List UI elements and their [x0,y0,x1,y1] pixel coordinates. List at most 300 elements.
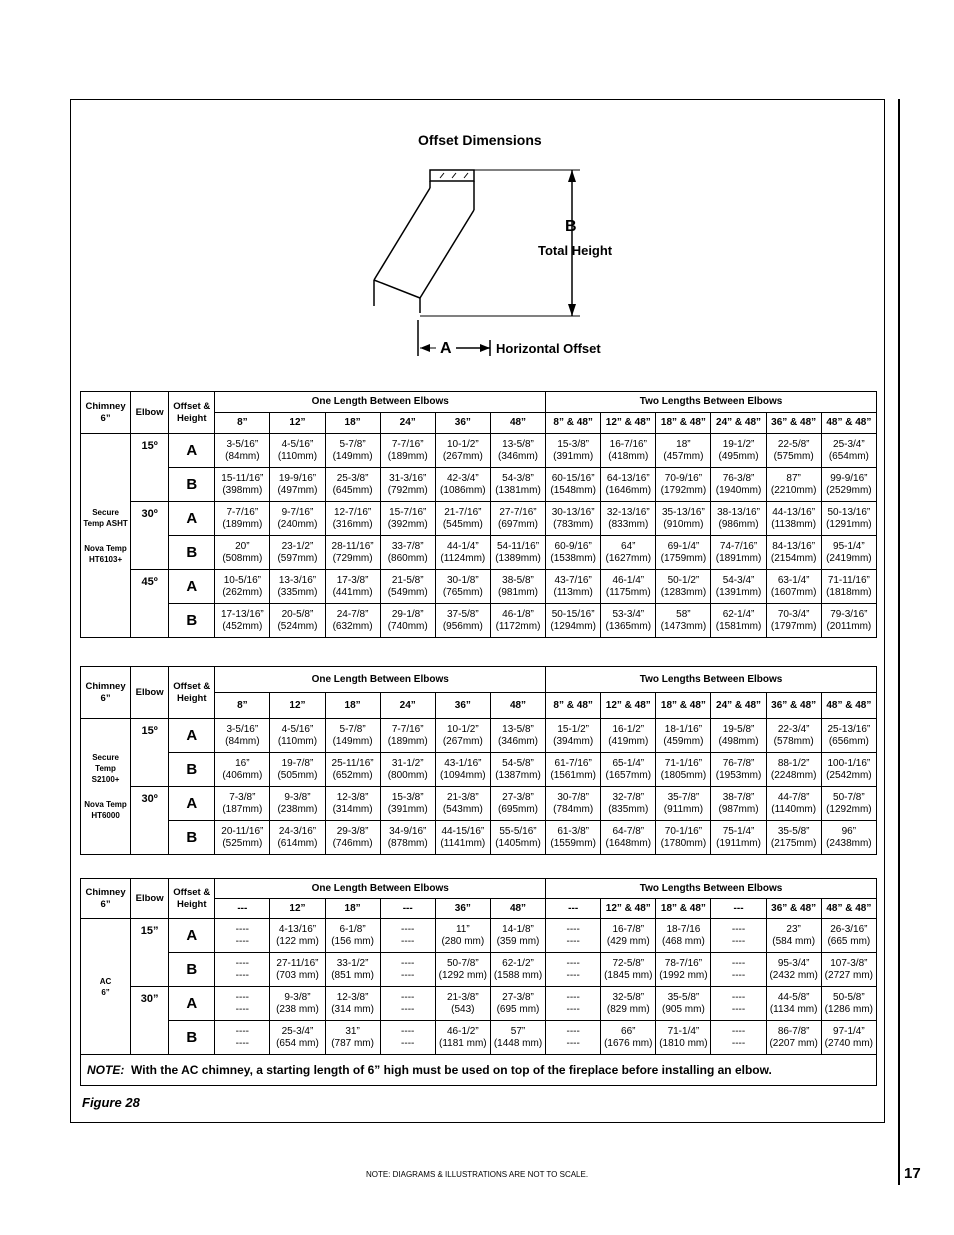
dimension-cell [601,953,656,987]
dimension-inches: 27-11/16” [276,957,319,969]
dimension-cell [656,987,711,1021]
dimension-mm: (652mm) [332,769,373,781]
dimension-mm: (1291mm) [826,518,872,530]
header-length-size: 36” & 48” [766,693,821,719]
dimension-mm: (2432 mm) [769,969,818,981]
dimension-inches: 66” [621,1025,636,1037]
dimension-inches: 7-7/16” [391,438,424,450]
dimension-cell [601,536,656,570]
elbow-angle: 45º [131,570,169,638]
dimension-mm: (765mm) [442,586,483,598]
dimension-mm: ---- [731,935,746,947]
dimension-mm: (525mm) [222,837,263,849]
header-length-size: 12” [270,693,325,719]
dimension-inches: 78-7/16” [664,957,703,969]
dimension-inches: 29-1/8” [391,608,424,620]
dimension-inches: 37-5/8” [447,608,479,620]
dimension-cell [601,468,656,502]
dimension-cell [821,953,876,987]
header-length-size: 12” & 48” [601,693,656,719]
dimension-inches: ---- [235,957,249,969]
dimension-inches: 25-3/4” [281,1025,314,1037]
dimension-mm: (508mm) [222,552,263,564]
dimension-inches: 27-3/8” [502,991,534,1003]
table-row [81,953,877,987]
dimension-cell [270,953,325,987]
table-row [81,987,877,1021]
dimension-cell [270,919,325,953]
dimension-mm: ---- [235,1037,249,1049]
product-name: AC [99,976,112,986]
dimension-mm: ---- [566,1037,580,1049]
dimension-inches: 35-7/8” [667,791,700,803]
dimension-inches: 31-3/16” [389,472,427,484]
dimension-inches: ---- [566,923,580,935]
dimension-inches: 13-3/16” [278,574,317,586]
dimension-cell [766,919,821,953]
dimension-cell [546,987,601,1021]
dimension-cell [380,570,435,604]
dimension-cell [546,719,601,753]
dimension-mm: (149mm) [332,450,373,462]
dimension-cell [766,953,821,987]
offset-or-height-label: B [169,536,215,570]
dimension-mm: (829 mm) [606,1003,650,1015]
header-one-length: One Length Between Elbows [215,667,546,693]
dimension-inches: 32-5/8” [612,991,645,1003]
dimension-mm: (792mm) [387,484,428,496]
dimension-inches: 9-3/8” [284,991,311,1003]
dimension-cell [215,536,270,570]
dimension-mm: (346mm) [497,735,538,747]
dimension-cell [490,919,545,953]
dimension-cell [325,434,380,468]
dimension-inches: 21-3/8” [447,991,479,1003]
header-length-size: 18” [325,693,380,719]
dimension-cell [380,536,435,570]
note-label: NOTE: [87,1063,125,1077]
dimension-inches: 13-5/8” [502,723,534,735]
header-length-size: 36” [435,413,490,434]
dimension-cell [490,719,545,753]
dimension-inches: 33-7/8” [391,540,424,552]
dimension-inches: 20” [235,540,250,552]
dimension-inches: 44-15/16” [441,825,485,837]
dimension-cell [656,434,711,468]
dimension-mm: (911mm) [663,803,704,815]
dimension-mm: (1891mm) [715,552,762,564]
dimension-mm: (1845 mm) [604,969,653,981]
dimension-mm: (1140mm) [771,803,817,815]
dimension-inches: 43-7/16” [554,574,592,586]
dimension-inches: 19-9/16” [278,472,317,484]
dimension-inches: 15-3/8” [391,791,424,803]
dimension-mm: (1094mm) [440,769,486,781]
dimension-cell [270,787,325,821]
header-length-size: 48” & 48” [821,693,876,719]
dimension-cell [656,821,711,855]
dimension-cell [656,502,711,536]
dimension-cell [601,502,656,536]
dimension-inches: ---- [566,991,580,1003]
dimension-inches: 54-3/8” [502,472,534,484]
dimension-cell [435,953,490,987]
header-length-size: 8” & 48” [546,413,601,434]
dimension-mm: (578mm) [773,735,814,747]
dimension-mm: (2727 mm) [824,969,874,981]
dimension-cell [766,434,821,468]
dimension-cell [215,434,270,468]
offset-or-height-label: A [169,502,215,536]
dimension-inches: 70-3/4” [777,608,810,620]
scale-footnote: NOTE: DIAGRAMS & ILLUSTRATIONS ARE NOT TO SCALE. [365,1170,589,1179]
dimension-cell [215,753,270,787]
header-length-size: 24” & 48” [711,413,766,434]
dimension-mm: (392mm) [387,518,428,530]
diagram-title: Offset Dimensions [418,132,542,148]
dimension-cell [215,604,270,638]
dimension-mm: (1648mm) [605,837,652,849]
dimension-inches: 30-13/16” [551,506,595,518]
dimension-inches: 21-7/16” [444,506,482,518]
dimension-inches: 62-1/4” [722,608,755,620]
dimension-inches: 34-9/16” [389,825,427,837]
dimension-cell [546,821,601,855]
dimension-cell [766,1021,821,1055]
dimension-inches: 97-1/4” [833,1025,865,1037]
dimension-mm: ---- [401,935,415,947]
header-chimney: Chimney 6” [81,667,131,719]
dimension-cell [766,987,821,1021]
dimension-mm: (2175mm) [770,837,817,849]
dimension-mm: ---- [566,935,580,947]
table-row [81,468,877,502]
offset-or-height-label: B [169,1021,215,1055]
dimension-inches: ---- [731,923,746,935]
dimension-inches: 76-3/8” [722,472,755,484]
dimension-cell [711,787,766,821]
dimension-cell [435,604,490,638]
dimension-inches: 12-7/16” [333,506,372,518]
dimension-inches: 58” [676,608,691,620]
dimension-inches: 11” [455,923,470,935]
table-row [81,570,877,604]
dimension-mm: (457mm) [663,450,704,462]
dimension-inches: 95-3/4” [777,957,810,969]
dimension-cell [270,502,325,536]
offset-table-secure-temp-asht [80,391,877,638]
dimension-inches: 86-7/8” [777,1025,810,1037]
dimension-mm: (1473mm) [660,620,707,632]
header-length-size: 48” [490,413,545,434]
table-row [81,719,877,753]
dimension-cell [325,468,380,502]
note-row [81,1055,877,1086]
dimension-cell [380,502,435,536]
offset-or-height-label: B [169,468,215,502]
offset-table-secure-temp-s2100 [80,666,877,855]
dimension-inches: 43-1/16” [444,757,482,769]
dimension-mm: (1559mm) [550,837,596,849]
elbow-angle: 30º [131,787,169,855]
dimension-cell [656,468,711,502]
dimension-cell [490,987,545,1021]
dimension-inches: 44-13/16” [772,506,816,518]
dimension-mm: (110mm) [277,450,318,462]
header-length-size: 12” [270,413,325,434]
dimension-mm: (1086mm) [440,484,486,496]
dimension-mm: (1381mm) [495,484,541,496]
dimension-mm: (1588 mm) [493,969,543,981]
dimension-inches: 35-13/16” [662,506,705,518]
dimension-cell [215,787,270,821]
dimension-inches: 15-11/16” [221,472,264,484]
dimension-mm: (262mm) [222,586,263,598]
dimension-inches: 16-1/2” [612,723,645,735]
dimension-cell [325,953,380,987]
dimension-mm: (645mm) [332,484,373,496]
dimension-mm: (1627mm) [605,552,652,564]
dimension-mm: (549mm) [387,586,428,598]
dimension-mm: (1646mm) [605,484,652,496]
dimension-cell [435,987,490,1021]
dimension-mm: (835mm) [608,803,649,815]
dimension-cell [766,753,821,787]
dimension-inches: ---- [566,1025,580,1037]
dimension-mm: (1911mm) [716,837,761,849]
dimension-mm: (1657mm) [605,769,652,781]
offset-or-height-label: B [169,821,215,855]
dimension-cell [546,434,601,468]
header-length-size: --- [380,899,435,919]
dimension-cell [325,536,380,570]
dimension-inches: 100-1/16” [827,757,871,769]
dimension-cell [215,468,270,502]
dimension-mm: (987mm) [718,803,759,815]
header-one-length: One Length Between Elbows [215,392,546,413]
dimension-inches: 20-5/8” [281,608,314,620]
dimension-inches: 4-5/16” [281,723,314,735]
header-elbow: Elbow [131,879,169,919]
dimension-inches: 30-7/8” [557,791,589,803]
dimension-inches: 7-7/16” [226,506,259,518]
dimension-inches: 7-3/8” [229,791,256,803]
dimension-inches: 54-11/16” [496,540,540,552]
dimension-inches: 44-7/8” [777,791,810,803]
dimension-cell [601,753,656,787]
dimension-mm: (1448 mm) [493,1037,543,1049]
dimension-inches: ---- [731,991,746,1003]
dimension-inches: 10-5/16” [223,574,261,586]
dimension-inches: 25-3/4” [833,438,865,450]
dimension-cell [325,570,380,604]
dimension-mm: (1607mm) [770,586,817,598]
dimension-mm: (495mm) [718,450,759,462]
dimension-cell [601,987,656,1021]
dimension-cell [490,468,545,502]
dimension-cell [656,753,711,787]
dimension-mm: (860mm) [387,552,428,564]
dimension-cell [821,604,876,638]
dimension-mm: (1953mm) [715,769,762,781]
dimension-inches: 87” [786,472,801,484]
dimension-inches: 44-1/4” [447,540,479,552]
dimension-mm: (878mm) [387,837,428,849]
dimension-mm: (1805mm) [660,769,707,781]
dimension-mm: (740mm) [387,620,428,632]
offset-or-height-label: B [169,753,215,787]
dimension-cell [546,753,601,787]
table-row [81,434,877,468]
label-total-height: Total Height [538,243,613,258]
dimension-mm: (189mm) [387,450,428,462]
dimension-inches: 18” [676,438,691,450]
dimension-cell [490,1021,545,1055]
dimension-inches: 27-7/16” [499,506,537,518]
dimension-mm: (238mm) [277,803,318,815]
dimension-inches: 32-13/16” [606,506,650,518]
dimension-cell [601,434,656,468]
dimension-inches: 53-3/4” [612,608,645,620]
offset-or-height-label: B [169,604,215,638]
dimension-mm: ---- [235,969,249,981]
header-chimney: Chimney 6” [81,392,131,434]
dimension-mm: (2248mm) [770,769,817,781]
dimension-mm: (1292mm) [826,803,872,815]
margin-rule [898,99,900,1185]
label-horizontal-offset: Horizontal Offset [496,341,601,356]
dimension-inches: 22-3/4” [777,723,810,735]
dimension-mm: (2529mm) [826,484,872,496]
dimension-inches: 4-5/16” [281,438,314,450]
dimension-cell [656,787,711,821]
dimension-cell [215,987,270,1021]
dimension-inches: 75-1/4” [722,825,755,837]
dimension-mm: (452mm) [222,620,263,632]
dimension-mm: ---- [566,969,580,981]
dimension-cell [490,502,545,536]
dimension-cell [435,719,490,753]
header-two-lengths: Two Lengths Between Elbows [546,879,877,899]
dimension-cell [601,570,656,604]
dimension-inches: 96” [841,825,857,837]
dimension-inches: 3-5/16” [226,723,259,735]
dimension-cell [215,821,270,855]
dimension-inches: ---- [401,923,415,935]
dimension-inches: 72-5/8” [612,957,645,969]
dimension-inches: 13-5/8” [502,438,534,450]
dimension-inches: 30-1/8” [447,574,479,586]
dimension-cell [821,502,876,536]
note-cell [81,1055,877,1086]
dimension-inches: 79-3/16” [830,608,868,620]
header-length-size: 12” & 48” [601,413,656,434]
table-row [81,604,877,638]
dimension-mm: (359 mm) [496,935,540,947]
dimension-mm: (187mm) [222,803,263,815]
header-length-size: 12” [270,899,325,919]
offset-or-height-label: A [169,919,215,953]
dimension-inches: 46-1/8” [502,608,534,620]
dimension-cell [380,787,435,821]
dimension-cell [546,468,601,502]
dimension-mm: (695mm) [497,803,538,815]
dimension-inches: 19-1/2” [722,438,755,450]
dimension-cell [821,536,876,570]
dimension-mm: (784mm) [553,803,594,815]
dimension-inches: 10-1/2” [447,723,479,735]
dimension-cell [766,468,821,502]
dimension-inches: 12-3/8” [336,991,369,1003]
dimension-mm: (238 mm) [276,1003,319,1015]
dimension-cell [325,753,380,787]
header-length-size: 18” & 48” [656,693,711,719]
dimension-inches: 50-7/8” [833,791,865,803]
dimension-cell [490,434,545,468]
dimension-inches: 28-11/16” [331,540,374,552]
dimension-mm: (398mm) [222,484,263,496]
header-length-size: --- [215,899,270,919]
dimension-mm: (316mm) [332,518,373,530]
header-length-size: 18” [325,413,380,434]
dimension-mm: (418mm) [608,450,649,462]
dimension-mm: (729mm) [332,552,373,564]
dimension-inches: 38-5/8” [502,574,534,586]
dimension-cell [325,987,380,1021]
dimension-cell [490,953,545,987]
dimension-mm: (459mm) [663,735,704,747]
dimension-cell [766,787,821,821]
dimension-inches: 32-7/8” [612,791,645,803]
dimension-mm: (545mm) [442,518,483,530]
dimension-mm: (122 mm) [276,935,319,947]
dimension-mm: (654 mm) [276,1037,319,1049]
header-two-lengths: Two Lengths Between Elbows [546,667,877,693]
dimension-inches: 15-7/16” [389,506,427,518]
offset-or-height-label: B [169,953,215,987]
dimension-cell [546,604,601,638]
dimension-cell [380,434,435,468]
dimension-cell [325,502,380,536]
product-name: Secure Temp S2100+ [91,753,120,784]
dimension-cell [215,719,270,753]
dimension-mm: (1365mm) [605,620,652,632]
dimension-inches: 69-1/4” [667,540,700,552]
dimension-inches: 84-13/16” [772,540,816,552]
elbow-angle: 30º [131,502,169,570]
dimension-mm: (498mm) [718,735,759,747]
dimension-inches: 3-5/16” [226,438,259,450]
dimension-mm: (986mm) [718,518,759,530]
dimension-mm: (391mm) [387,803,428,815]
dimension-cell [325,719,380,753]
dimension-mm: (1391mm) [715,586,762,598]
dimension-mm: (656mm) [828,735,869,747]
offset-or-height-label: A [169,987,215,1021]
dimension-cell [380,719,435,753]
header-elbow: Elbow [131,667,169,719]
header-length-size: 8” [215,413,270,434]
dimension-mm: (189mm) [222,518,263,530]
dimension-mm: (1792mm) [660,484,707,496]
dimension-cell [656,536,711,570]
dimension-inches: 7-7/16” [391,723,424,735]
dimension-mm: (441mm) [332,586,373,598]
dimension-mm: (1141mm) [440,837,486,849]
dimension-inches: ---- [731,1025,746,1037]
dimension-inches: 57” [510,1025,526,1037]
dimension-inches: 25-11/16” [331,757,374,769]
